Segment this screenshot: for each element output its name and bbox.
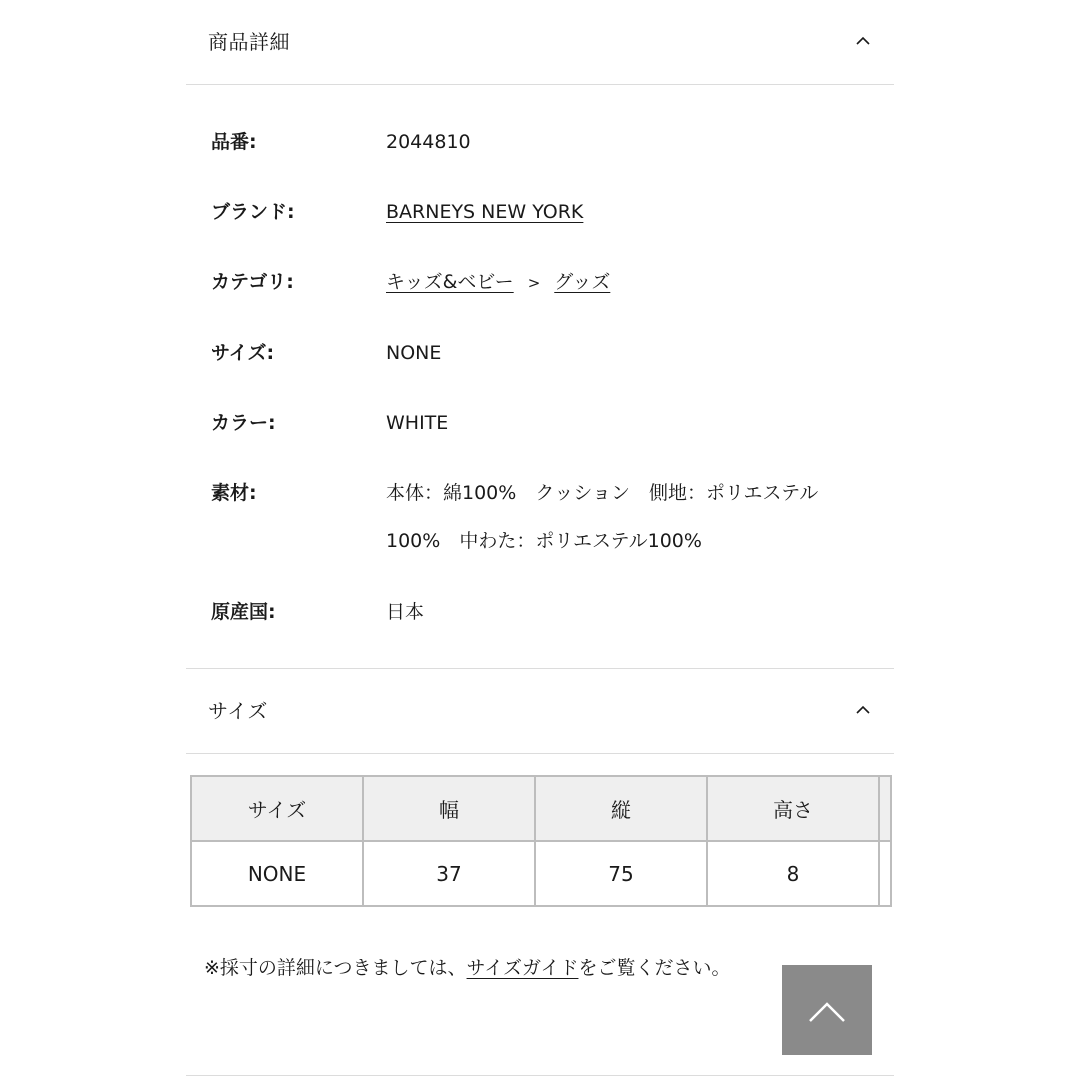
size-table-header-overflow <box>879 776 891 841</box>
spec-label: 原産国: <box>211 601 276 623</box>
category-link-goods[interactable]: グッズ <box>554 271 611 293</box>
section-divider <box>186 1075 894 1076</box>
spec-label: ブランド: <box>211 201 295 223</box>
note-suffix: をご覧ください。 <box>578 957 731 979</box>
spec-label: カラー: <box>211 412 276 434</box>
size-table <box>190 775 892 907</box>
breadcrumb-separator: > <box>527 274 541 292</box>
scroll-to-top-button[interactable] <box>782 965 872 1055</box>
size-accordion-header[interactable] <box>186 668 894 754</box>
size-table-cell: 75 <box>535 841 707 906</box>
material-value: 本体：綿100% クッション 側地：ポリエステル100% 中わた：ポリエステル100% <box>386 482 819 552</box>
size-section-title: サイズ <box>208 699 268 723</box>
size-guide-note <box>204 954 730 982</box>
chevron-up-icon[interactable] <box>856 34 870 48</box>
table-row <box>191 841 891 906</box>
spec-label: 品番: <box>211 131 257 153</box>
product-number-value: 2044810 <box>386 131 471 153</box>
color-value: WHITE <box>386 412 449 434</box>
note-prefix: ※採寸の詳細につきましては、 <box>204 957 467 979</box>
category-value <box>386 268 866 297</box>
size-table-header: 縦 <box>535 776 707 841</box>
size-table-header: 高さ <box>707 776 879 841</box>
arrow-up-icon <box>782 965 872 1055</box>
size-value: NONE <box>386 342 442 364</box>
spec-label: 素材: <box>211 482 257 504</box>
origin-value: 日本 <box>386 601 425 623</box>
product-detail-title: 商品詳細 <box>208 30 290 54</box>
size-guide-link[interactable]: サイズガイド <box>466 957 579 979</box>
category-link-kids-baby[interactable]: キッズ&ベビー <box>386 271 514 293</box>
size-table-header: サイズ <box>191 776 363 841</box>
chevron-up-icon[interactable] <box>856 703 870 717</box>
size-table-cell: NONE <box>191 841 363 906</box>
product-info-panel <box>186 0 894 1080</box>
brand-value <box>386 198 866 226</box>
brand-link[interactable]: BARNEYS NEW YORK <box>386 201 584 223</box>
size-table-cell-overflow <box>879 841 891 906</box>
size-table-cell: 37 <box>363 841 535 906</box>
size-table-header: 幅 <box>363 776 535 841</box>
spec-label: カテゴリ: <box>211 271 294 293</box>
spec-label: サイズ: <box>211 342 275 364</box>
product-detail-accordion-header[interactable] <box>186 0 894 85</box>
size-table-cell: 8 <box>707 841 879 906</box>
size-table-header-row <box>191 776 891 841</box>
